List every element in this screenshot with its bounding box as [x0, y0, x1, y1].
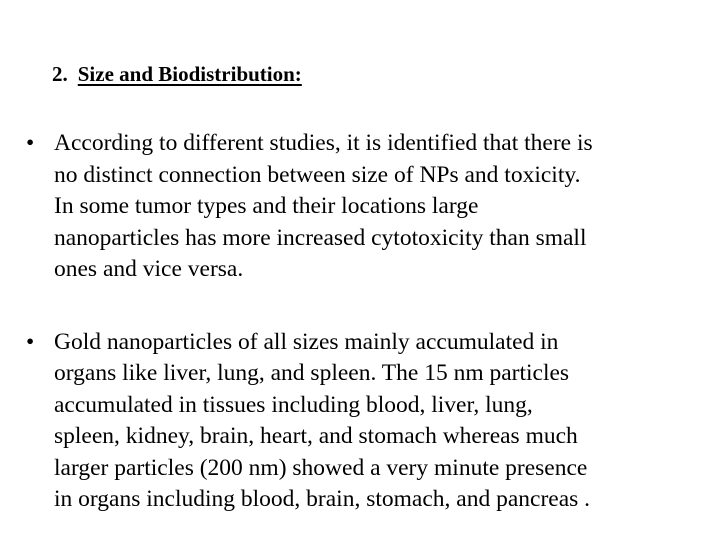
bullet-line: larger particles (200 nm) showed a very minute presence [54, 454, 588, 481]
section-number: 2. [52, 62, 68, 86]
section-title: Size and Biodistribution: [77, 62, 302, 86]
bullet-line: accumulated in tissues including blood, liver, lung, [54, 391, 533, 418]
bullet-icon: • [26, 328, 35, 355]
bullet-item [26, 327, 706, 516]
bullet-item [26, 128, 706, 286]
bullet-line: organs like liver, lung, and spleen. The 15 nm particles [54, 360, 570, 386]
bullet-line: spleen, kidney, brain, heart, and stomach whereas much [54, 423, 578, 449]
bullet-line: in organs including blood, brain, stomach, and pancreas . [54, 486, 591, 512]
bullet-line: nanoparticles has more increased cytotoxicity than small [54, 224, 587, 251]
section-heading [52, 60, 302, 88]
bullet-line: In some tumor types and their locations large [54, 193, 479, 219]
bullet-line: no distinct connection between size of NPs and toxicity. [54, 161, 581, 188]
bullet-list [26, 128, 706, 557]
bullet-line: ones and vice versa. [54, 256, 244, 282]
bullet-line: According to different studies, it is identified that there is [54, 130, 593, 156]
bullet-icon: • [26, 130, 35, 156]
bullet-line: Gold nanoparticles of all sizes mainly accumulated in [54, 328, 559, 355]
